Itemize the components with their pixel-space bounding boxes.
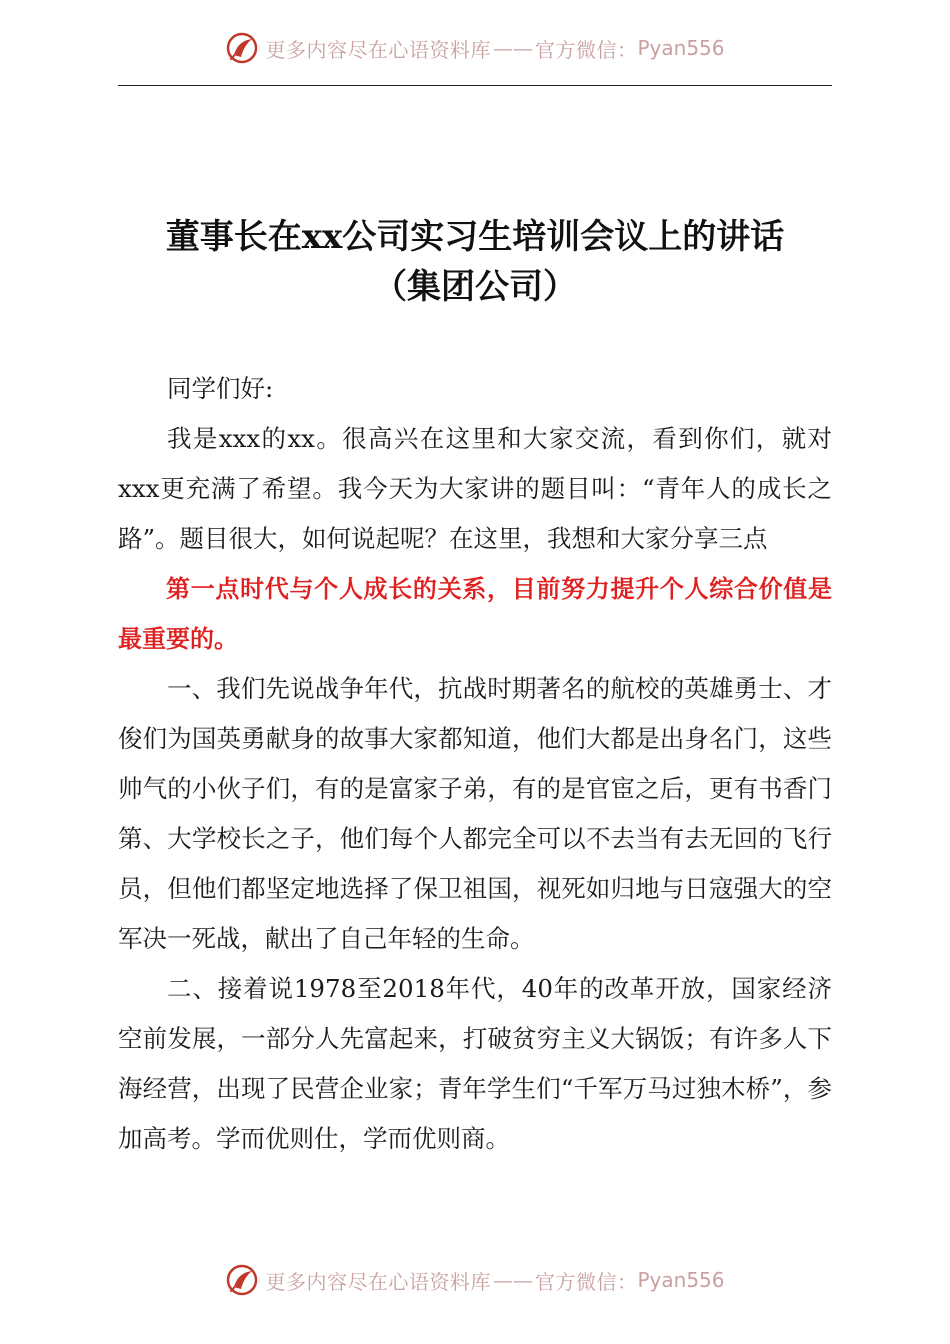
footer-watermark-text: 更多内容尽在心语资料库	[265, 1269, 491, 1294]
footer-contact-label: 官方微信：	[534, 1269, 638, 1294]
header-contact-label: 官方微信：	[534, 37, 638, 62]
header-separator: ——	[492, 36, 533, 60]
logo-icon	[225, 1263, 259, 1297]
header-divider	[118, 85, 832, 86]
header-contact-id: Pyan556	[637, 36, 725, 60]
highlighted-point: 第一点时代与个人成长的关系，目前努力提升个人综合价值是最重要的。	[118, 575, 832, 653]
body-paragraph: 我是xxx的xx。很高兴在这里和大家交流，看到你们，就对xxx更充满了希望。我今天为大家讲的题目叫：“青年人的成长之路”。题目很大，如何说起呢？在这里，我想和大家分享三点	[118, 424, 832, 553]
title-line-main: 董事长在xx公司实习生培训会议上的讲话	[165, 217, 785, 257]
greeting: 同学们好:	[167, 374, 274, 403]
page-footer	[0, 1260, 950, 1300]
logo-icon	[225, 31, 259, 65]
page-header	[0, 28, 950, 68]
footer-contact-id: Pyan556	[637, 1268, 725, 1292]
body-paragraph: 一、我们先说战争年代，抗战时期著名的航校的英雄勇士、才俊们为国英勇献身的故事大家都知道，他们大都是出身名门，这些帅气的小伙子们，有的是富家子弟，有的是官宦之后，更有书香门第、大学校长之子，他们每个人都完全可以不去当有去无回的飞行员，但他们都坚定地选择了保卫祖国，视死如归地与日寇强大的空军决一死战，献出了自己年轻的生命。	[118, 674, 832, 953]
header-watermark-text: 更多内容尽在心语资料库	[265, 37, 491, 62]
body-paragraph: 二、接着说1978至2018年代，40年的改革开放，国家经济空前发展，一部分人先富起来，打破贫穷主义大锅饭；有许多人下海经营，出现了民营企业家；青年学生们“千军万马过独木桥”，参加高考。学而优则仕，学而优则商。	[118, 974, 832, 1153]
title-line-subtitle: （集团公司）	[373, 267, 577, 307]
document-body	[118, 364, 832, 1164]
document-title	[118, 212, 832, 312]
footer-separator: ——	[492, 1268, 533, 1292]
